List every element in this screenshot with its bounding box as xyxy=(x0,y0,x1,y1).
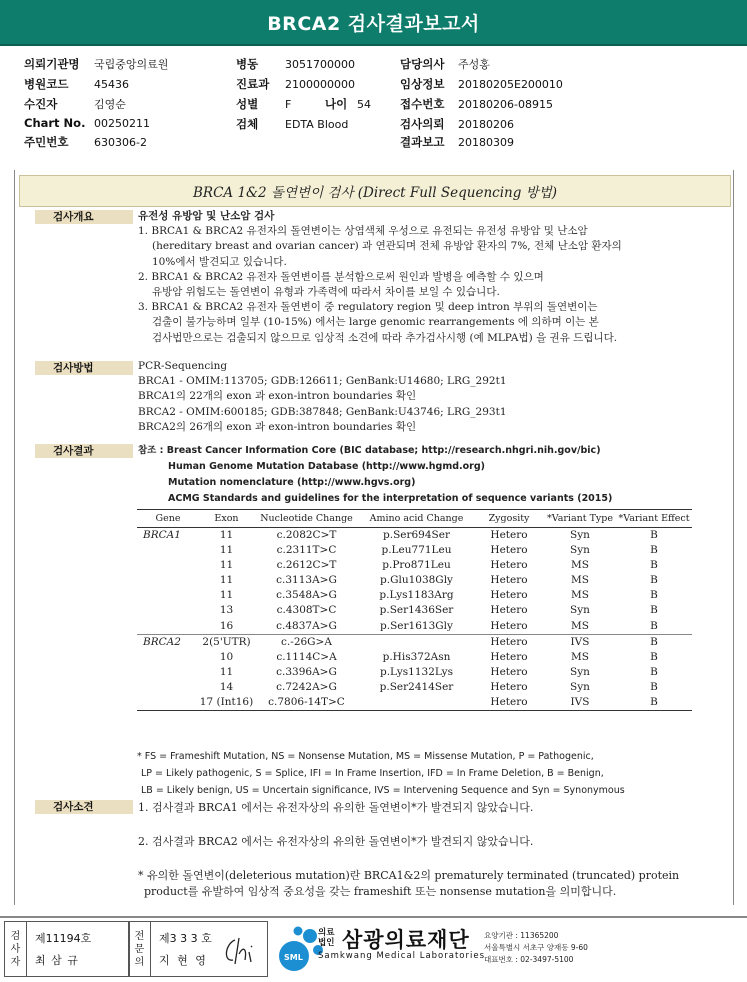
org-prefix: 의료 법인 xyxy=(318,928,335,948)
section-label-overview: 검사개요 xyxy=(35,210,133,224)
cell-gene xyxy=(137,603,199,618)
header-field: 병원코드 45436 xyxy=(24,77,129,91)
cell-zyg: Hetero xyxy=(490,589,528,602)
cell-type: Syn xyxy=(570,680,590,693)
header-field: 진료과 2100000000 xyxy=(236,77,355,91)
cell-effect: B xyxy=(616,634,692,650)
cell-nt: c.2311T>C xyxy=(276,544,337,557)
specialist-license: 제3 3 3 호 xyxy=(159,932,212,945)
table-row xyxy=(137,619,692,635)
cell-effect: B xyxy=(650,665,658,678)
table-row xyxy=(137,650,692,665)
cell-exon: 13 xyxy=(219,604,234,617)
table-header-row: Gene Exon Nucleotide Change Amino acid Change Zygosity *Variant Type *Variant Effect xyxy=(137,510,692,528)
cell-exon: 16 xyxy=(219,619,234,632)
cell-effect: B xyxy=(650,680,658,693)
cell-nt: c.3396A>G xyxy=(276,665,337,678)
org-english-name: Samkwang Medical Laboratories xyxy=(318,951,486,961)
report-banner xyxy=(0,0,747,46)
header-field: 담당의사 주성홍 xyxy=(400,57,490,71)
cell-gene xyxy=(137,573,199,588)
cell-aa: p.His372Asn xyxy=(382,650,451,663)
header-field: 성별 F 나이 54 xyxy=(236,97,371,111)
cell-aa: p.Pro871Leu xyxy=(382,559,451,572)
cell-nt: c.1114C>A xyxy=(276,650,337,663)
cell-type: Syn xyxy=(570,604,590,617)
cell-zyg: Hetero xyxy=(490,665,528,678)
org-name: 삼광의료재단 xyxy=(342,928,470,952)
cell-type: MS xyxy=(571,589,589,602)
svg-text:SML: SML xyxy=(284,953,303,962)
cell-gene xyxy=(137,543,199,558)
cell-gene: BRCA2 xyxy=(137,634,199,650)
cell-aa: p.Lys1132Lys xyxy=(380,665,453,678)
table-row xyxy=(137,528,692,544)
cell-gene: BRCA1 xyxy=(143,529,181,541)
cell-zyg: Hetero xyxy=(490,604,528,617)
cell-type: Syn xyxy=(570,665,590,678)
references: 참조 : Breast Cancer Information Core (BIC database; http://research.nhgri.nih.gov/bic) Human Genome Mutation Database (http://www.hgmd.org) Mutation nomenclature (http://www.hgvs.org) ACMG Standards and guidelines for the interpretation of sequence variants (2015) xyxy=(138,445,613,504)
header-field: 수진자 김영순 xyxy=(24,97,126,111)
cell-zyg: Hetero xyxy=(490,680,528,693)
opinion-text: 1. 검사결과 BRCA1 에서는 유전자상의 유의한 돌연변이*가 발견되지 않았습니다. 2. 검사결과 BRCA2 에서는 유전자상의 유의한 돌연변이*가 발견되지 않았습니다. * 유의한 돌연변이(deleterious mutation)란 BRCA1&2의 prematurely terminated (truncated) protein product를 유발하여 임상적 중요성을 갖는 frameshift 또는 nonsense mutation을 의미합니다. xyxy=(138,801,680,898)
variant-table xyxy=(137,509,692,711)
cell-aa: p.Glu1038Gly xyxy=(380,574,453,587)
header-field: 검체 EDTA Blood xyxy=(236,117,349,131)
cell-zyg: Hetero xyxy=(490,544,528,557)
cell-type: MS xyxy=(571,650,589,663)
table-row xyxy=(137,543,692,558)
cell-exon: 11 xyxy=(219,574,234,587)
examiner-license: 제11194호 xyxy=(35,932,92,945)
cell-aa: p.Lys1183Arg xyxy=(379,589,454,602)
cell-aa: p.Ser1613Gly xyxy=(380,619,453,632)
table-row xyxy=(137,665,692,680)
cell-aa xyxy=(359,634,474,650)
cell-gene xyxy=(137,665,199,680)
cell-nt: c.4308T>C xyxy=(276,604,337,617)
table-row xyxy=(137,588,692,603)
header-field: Chart No. 00250211 xyxy=(24,116,150,130)
cell-nt: c.-26G>A xyxy=(254,634,359,650)
examiner-box: 검 사 자 제11194호 최 삼 규 xyxy=(4,921,130,977)
cell-gene xyxy=(137,619,199,635)
cell-effect: B xyxy=(650,574,658,587)
cell-type: IVS xyxy=(544,695,616,711)
test-title-box xyxy=(19,175,731,207)
header-field: 접수번호 20180206-08915 xyxy=(400,97,553,111)
cell-effect: B xyxy=(650,544,658,557)
cell-type: Syn xyxy=(570,529,590,541)
cell-nt: c.7806-14T>C xyxy=(254,695,359,711)
cell-effect: B xyxy=(650,529,658,541)
cell-type: IVS xyxy=(544,634,616,650)
cell-zyg: Hetero xyxy=(490,619,528,632)
method-text: PCR-Sequencing BRCA1 - OMIM:113705; GDB:126611; GenBank:U14680; LRG_292t1 BRCA1의 22개의 exon 과 exon-intron boundaries 확인 BRCA2 - OMIM:600185; GDB:387848; GenBank:U43746; LRG_293t1 BRCA2의 26개의 exon 과 exon-intron boundaries 확인 xyxy=(138,360,507,433)
table-row xyxy=(137,634,692,650)
report-body xyxy=(14,170,734,905)
cell-aa: p.Ser694Ser xyxy=(383,529,450,541)
cell-nt: c.2082C>T xyxy=(276,529,337,541)
cell-exon: 11 xyxy=(219,589,234,602)
overview-text: 유전성 유방암 및 난소암 검사 1. BRCA1 & BRCA2 유전자의 돌연변이는 상염색체 우성으로 유전되는 유전성 유방암 및 난소암 (hereditary breast and ovarian cancer) 과 연관되며 전체 유방암 환자의 7%, 전체 난소암 환자의 10%에서 발견되고 있습니다. 2. BRCA1 & BRCA2 유전자 돌연변이를 분석함으로써 원인과 발병을 예측할 수 있으며 유방암 위험도는 돌연변이 유형과 가족력에 따라서 차이를 보일 수 있습니다. 3. BRCA1 & BRCA2 유전자 돌연변이 중 regulatory region 및 deep intron 부위의 돌연변이는 검출이 불가능하며 일부 (10-15%) 에서는 large genomic rearrangements 에 의하며 이는 본 검사법만으로는 검출되지 않으므로 임상적 소견에 따라 추가검사시행 (예 MLPA법) 을 권유 드립니다. xyxy=(138,210,622,344)
table-row xyxy=(137,603,692,618)
examiner-name: 최 삼 규 xyxy=(35,954,79,967)
cell-effect: B xyxy=(616,695,692,711)
cell-gene xyxy=(137,680,199,695)
cell-type: Syn xyxy=(570,544,590,557)
cell-zyg: Hetero xyxy=(474,695,544,711)
specialist-box: 전 문 의 제3 3 3 호 지 현 영 xyxy=(128,921,268,977)
table-row xyxy=(137,573,692,588)
cell-nt: c.7242A>G xyxy=(276,680,337,693)
cell-effect: B xyxy=(650,559,658,572)
cell-nt: c.3113A>G xyxy=(276,574,337,587)
cell-effect: B xyxy=(650,619,658,632)
section-label-method: 검사방법 xyxy=(35,361,133,375)
cell-aa xyxy=(359,695,474,711)
report-title: BRCA2 검사결과보고서 xyxy=(267,12,480,35)
cell-exon: 17 (Int16) xyxy=(199,695,254,711)
signature-icon xyxy=(221,934,261,968)
cell-nt: c.3548A>G xyxy=(276,589,337,602)
cell-effect: B xyxy=(650,589,658,602)
cell-zyg: Hetero xyxy=(490,574,528,587)
cell-aa: p.Ser2414Ser xyxy=(379,680,454,693)
header-field: 주민번호 630306-2 xyxy=(24,135,147,149)
header-field: 결과보고 20180309 xyxy=(400,135,514,149)
cell-type: MS xyxy=(571,619,589,632)
cell-exon: 11 xyxy=(219,665,234,678)
header-field: 검사의뢰 20180206 xyxy=(400,117,514,131)
cell-effect: B xyxy=(650,650,658,663)
cell-exon: 11 xyxy=(219,544,234,557)
cell-exon: 2(5'UTR) xyxy=(199,634,254,650)
org-info: 요양기관 : 11365200 서울특별시 서초구 양재동 9-60 대표번호 : 02-3497-5100 xyxy=(484,931,588,964)
cell-aa: p.Leu771Leu xyxy=(381,544,452,557)
cell-exon: 11 xyxy=(219,559,234,572)
table-row xyxy=(137,680,692,695)
cell-gene xyxy=(137,695,199,711)
cell-type: MS xyxy=(571,559,589,572)
cell-effect: B xyxy=(650,604,658,617)
section-label-opinion: 검사소견 xyxy=(35,800,133,814)
header-field: 임상정보 20180205E200010 xyxy=(400,77,563,91)
cell-zyg: Hetero xyxy=(490,529,528,541)
variant-legend: * FS = Frameshift Mutation, NS = Nonsense Mutation, MS = Missense Mutation, P = Pathogenic, LP = Likely pathogenic, S = Splice, IFI = In Frame Insertion, IFD = In Frame Deletion, B = Benign, LB = Likely benign, US = Uncertain significance, IVS = Intervening Sequence and Syn = Synonymous xyxy=(137,751,625,796)
cell-type: MS xyxy=(571,574,589,587)
table-row xyxy=(137,558,692,573)
cell-gene xyxy=(137,588,199,603)
header-field: 의뢰기관명 국립중앙의료원 xyxy=(24,57,169,71)
cell-exon: 10 xyxy=(219,650,234,663)
cell-exon: 14 xyxy=(219,680,234,693)
cell-aa: p.Ser1436Ser xyxy=(379,604,454,617)
header-field: 병동 3051700000 xyxy=(236,57,355,71)
specialist-name: 지 현 영 xyxy=(159,954,208,967)
cell-nt: c.2612C>T xyxy=(276,559,337,572)
cell-nt: c.4837A>G xyxy=(276,619,337,632)
section-label-result: 검사결과 xyxy=(35,444,133,458)
cell-gene xyxy=(137,650,199,665)
cell-zyg: Hetero xyxy=(474,634,544,650)
cell-zyg: Hetero xyxy=(490,559,528,572)
cell-exon: 11 xyxy=(219,529,234,541)
table-row xyxy=(137,695,692,711)
test-title: BRCA 1&2 돌연변이 검사 (Direct Full Sequencing 방법) xyxy=(193,185,557,201)
cell-zyg: Hetero xyxy=(490,650,528,663)
footer xyxy=(0,916,747,982)
cell-gene xyxy=(137,558,199,573)
